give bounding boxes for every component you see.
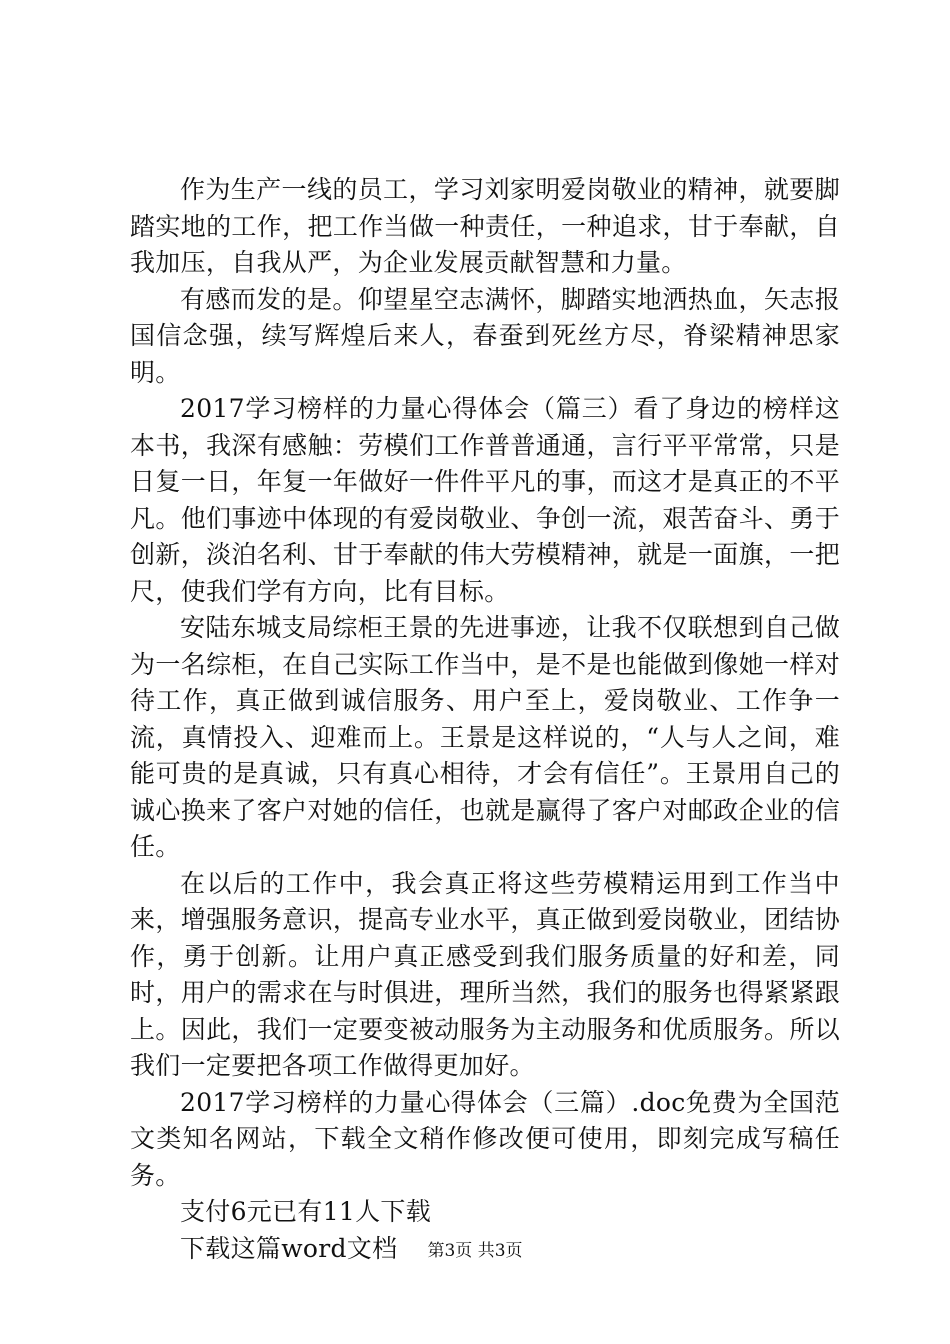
- document-body: [130, 172, 840, 1267]
- pay-download-text[interactable]: 支付6元已有11人下载: [180, 1197, 432, 1226]
- paragraph-3: 2017学习榜样的力量心得体会（篇三）看了身边的榜样这本书，我深有感触：劳模们工作普普通通，言行平平常常，只是日复一日，年复一年做好一件件平凡的事，而这才是真正的不平凡。他们事迹中体现的有爱岗敬业、争创一流，艰苦奋斗、勇于创新，淡泊名利、甘于奉献的伟大劳模精神，就是一面旗，一把尺，使我们学有方向，比有目标。: [130, 394, 840, 606]
- paragraph-4: 安陆东城支局综柜王景的先进事迹，让我不仅联想到自己做为一名综柜，在自己实际工作当中，是不是也能做到像她一样对待工作，真正做到诚信服务、用户至上，爱岗敬业、工作争一流，真情投入、迎难而上。王景是这样说的，“人与人之间，难能可贵的是真诚，只有真心相待，才会有信任”。王景用自己的诚心换来了客户对她的信任，也就是赢得了客户对邮政企业的信任。: [130, 613, 840, 861]
- paragraph-1: 作为生产一线的员工，学习刘家明爱岗敬业的精神，就要脚踏实地的工作，把工作当做一种责任，一种追求，甘于奉献，自我加压，自我从严，为企业发展贡献智慧和力量。: [130, 175, 840, 277]
- paragraph-5: 在以后的工作中，我会真正将这些劳模精运用到工作当中来，增强服务意识，提高专业水平，真正做到爱岗敬业，团结协作，勇于创新。让用户真正感受到我们服务质量的好和差，同时，用户的需求在与时俱进，理所当然，我们的服务也得紧紧跟上。因此，我们一定要变被动服务为主动服务和优质服务。所以我们一定要把各项工作做得更加好。: [130, 868, 840, 1080]
- paragraph-2: 有感而发的是。仰望星空志满怀，脚踏实地洒热血，矢志报国信念强，续写辉煌后来人，春蚕到死丝方尽，脊梁精神思家明。: [130, 284, 840, 387]
- paragraph-6: 2017学习榜样的力量心得体会（三篇）.doc免费为全国范文类知名网站，下载全文稍作修改便可使用，即刻完成写稿任务。: [130, 1087, 840, 1190]
- download-word-link[interactable]: 下载这篇word文档: [180, 1233, 398, 1263]
- page-number-footer: 第3页 共3页: [427, 1241, 523, 1261]
